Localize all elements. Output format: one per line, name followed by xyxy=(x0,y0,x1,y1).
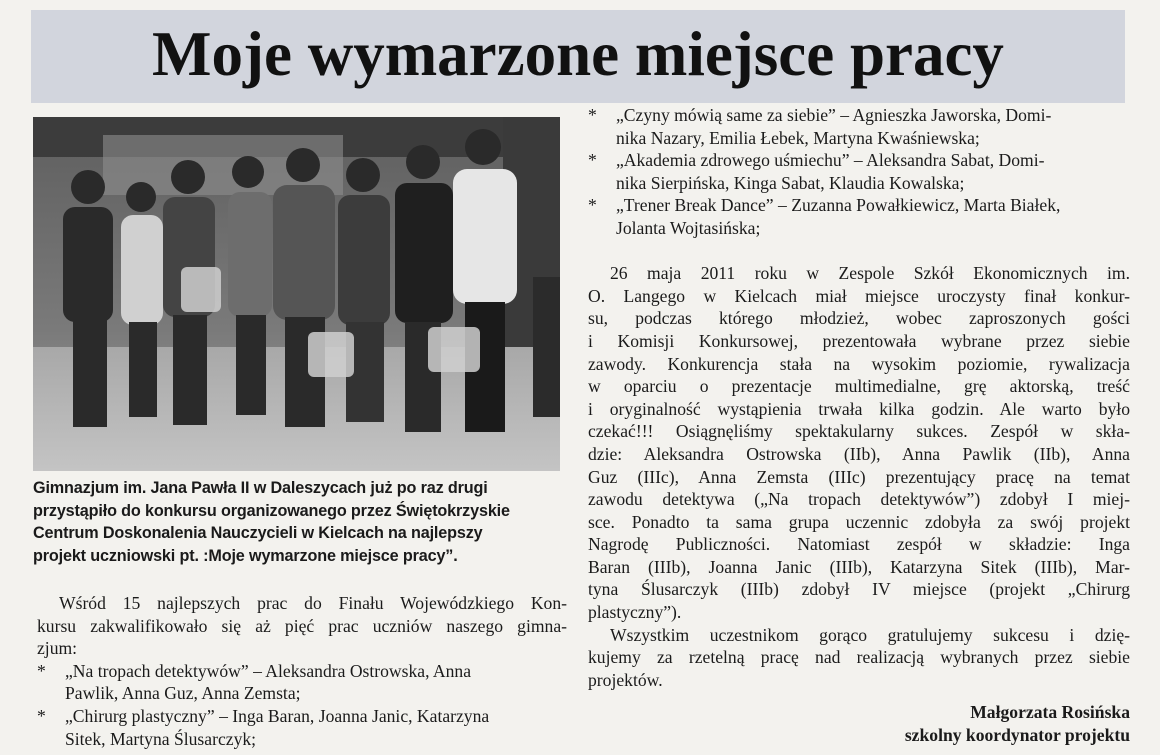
caption-line: projekt uczniowski pt. :Moje wymarzone miejsce pracy”. xyxy=(33,546,458,565)
intro-line: Wśród 15 najlepszych prac do Finału Wojewódzkiego Kon- xyxy=(59,593,567,613)
signature xyxy=(905,701,1130,746)
author-role: szkolny koordynator projektu xyxy=(904,724,1130,745)
list-item-continued xyxy=(588,172,1130,195)
list-item-continued xyxy=(37,728,567,751)
list-item xyxy=(588,149,1130,172)
list-item-text: nika Sierpińska, Kinga Sabat, Klaudia Kowalska; xyxy=(616,172,965,193)
paragraph-line: w oparciu o prezentacje multimedialne, grę aktorską, treść xyxy=(588,376,1130,397)
photo-caption xyxy=(33,477,573,567)
paragraph-line: Nagrodę Publiczności. Natomiast zespół w składzie: Inga xyxy=(588,534,1130,555)
list-item xyxy=(37,705,567,728)
paragraph-line: czekać!!! Osiągnęliśmy spektakularny sukces. Zespół w skła- xyxy=(588,421,1130,442)
list-item xyxy=(588,104,1130,127)
right-column xyxy=(588,104,1130,691)
bullet-star: * xyxy=(37,660,46,681)
list-item-continued xyxy=(588,217,1130,240)
intro-line: zjum: xyxy=(37,638,78,659)
list-item xyxy=(37,660,567,683)
caption-line: Gimnazjum im. Jana Pawła II w Daleszycach już po raz drugi xyxy=(33,479,488,497)
list-item-text: Pawlik, Anna Guz, Anna Zemsta; xyxy=(65,683,301,704)
paragraph-line: Baran (IIIb), Joanna Janic (IIIb), Katarzyna Sitek (IIIb), Mar- xyxy=(588,556,1130,577)
list-item-text: „Chirurg plastyczny” – Inga Baran, Joanna Janic, Katarzyna xyxy=(65,705,490,726)
paragraph-line: dzie: Aleksandra Ostrowska (IIb), Anna Pawlik (IIb), Anna xyxy=(588,443,1130,464)
bullet-star: * xyxy=(588,195,597,216)
intro-line: kursu zakwalifikowało się aż pięć prac uczniów naszego gimna- xyxy=(37,615,567,636)
article-title: Moje wymarzone miejsce pracy xyxy=(152,19,1004,89)
caption-line: przystąpiło do konkursu organizowanego przez Świętokrzyskie xyxy=(33,501,510,520)
list-item-text: „Akademia zdrowego uśmiechu” – Aleksandra Sabat, Domi- xyxy=(616,150,1045,171)
list-item-continued xyxy=(588,127,1130,150)
left-column xyxy=(37,592,567,750)
paragraph-line: plastyczny”). xyxy=(588,602,682,623)
paragraph-line: kujemy za rzetelną pracę nad realizacją wybranych przez siebie xyxy=(588,647,1130,668)
list-item-text: nika Nazary, Emilia Łebek, Martyna Kwaśniewska; xyxy=(616,127,980,148)
paragraph-line: tyna Ślusarczyk (IIIb) zdobył IV miejsce (projekt „Chirurg xyxy=(588,579,1130,600)
paragraph-line: su, podczas którego młodzież, wobec zaproszonych gości xyxy=(588,308,1130,329)
bullet-star: * xyxy=(37,705,46,726)
paragraph-line: Guz (IIIc), Anna Zemsta (IIIc) prezentujący pracę na temat xyxy=(588,466,1130,487)
list-item-text: Jolanta Wojtasińska; xyxy=(616,217,761,238)
paragraph-line: Wszystkim uczestnikom gorąco gratulujemy sukcesu i dzię- xyxy=(610,624,1130,645)
paragraph-gap xyxy=(588,240,1130,263)
caption-line: Centrum Doskonalenia Nauczycieli w Kielcach na najlepszy xyxy=(33,524,483,542)
list-item-text: „Na tropach detektywów” – Aleksandra Ostrowska, Anna xyxy=(65,660,472,681)
paragraph-line: zawody. Konkurencja stała na wysokim poziomie, rywalizacja xyxy=(588,353,1130,374)
bullet-star: * xyxy=(588,150,597,171)
paragraph-line: 26 maja 2011 roku w Zespole Szkół Ekonomicznych im. xyxy=(610,263,1130,284)
paragraph-line: O. Langego w Kielcach miał miejsce uroczysty finał konkur- xyxy=(588,285,1130,306)
list-item-text: „Czyny mówią same za siebie” – Agnieszka Jaworska, Domi- xyxy=(616,105,1052,125)
paragraph-line: i Komisji Konkursowej, prezentowała wybrane przez siebie xyxy=(588,330,1130,351)
list-item xyxy=(588,194,1130,217)
paragraph-line: zawodu detektywa („Na tropach detektywów”) zdobył I miej- xyxy=(588,489,1130,510)
author-name: Małgorzata Rosińska xyxy=(970,702,1130,722)
paragraph-line: sce. Ponadto ta sama grupa uczennic zdobyła za swój projekt xyxy=(588,511,1130,532)
list-item-text: Sitek, Martyna Ślusarczyk; xyxy=(65,728,257,749)
paragraph-line: i oryginalność wystąpienia trwała kilka godzin. Ale warto było xyxy=(588,398,1130,419)
list-item-text: „Trener Break Dance” – Zuzanna Powałkiewicz, Marta Białek, xyxy=(616,195,1061,216)
bullet-star: * xyxy=(588,105,597,125)
group-photo xyxy=(33,117,560,471)
paragraph-line: projektów. xyxy=(588,669,663,690)
list-item-continued xyxy=(37,682,567,705)
